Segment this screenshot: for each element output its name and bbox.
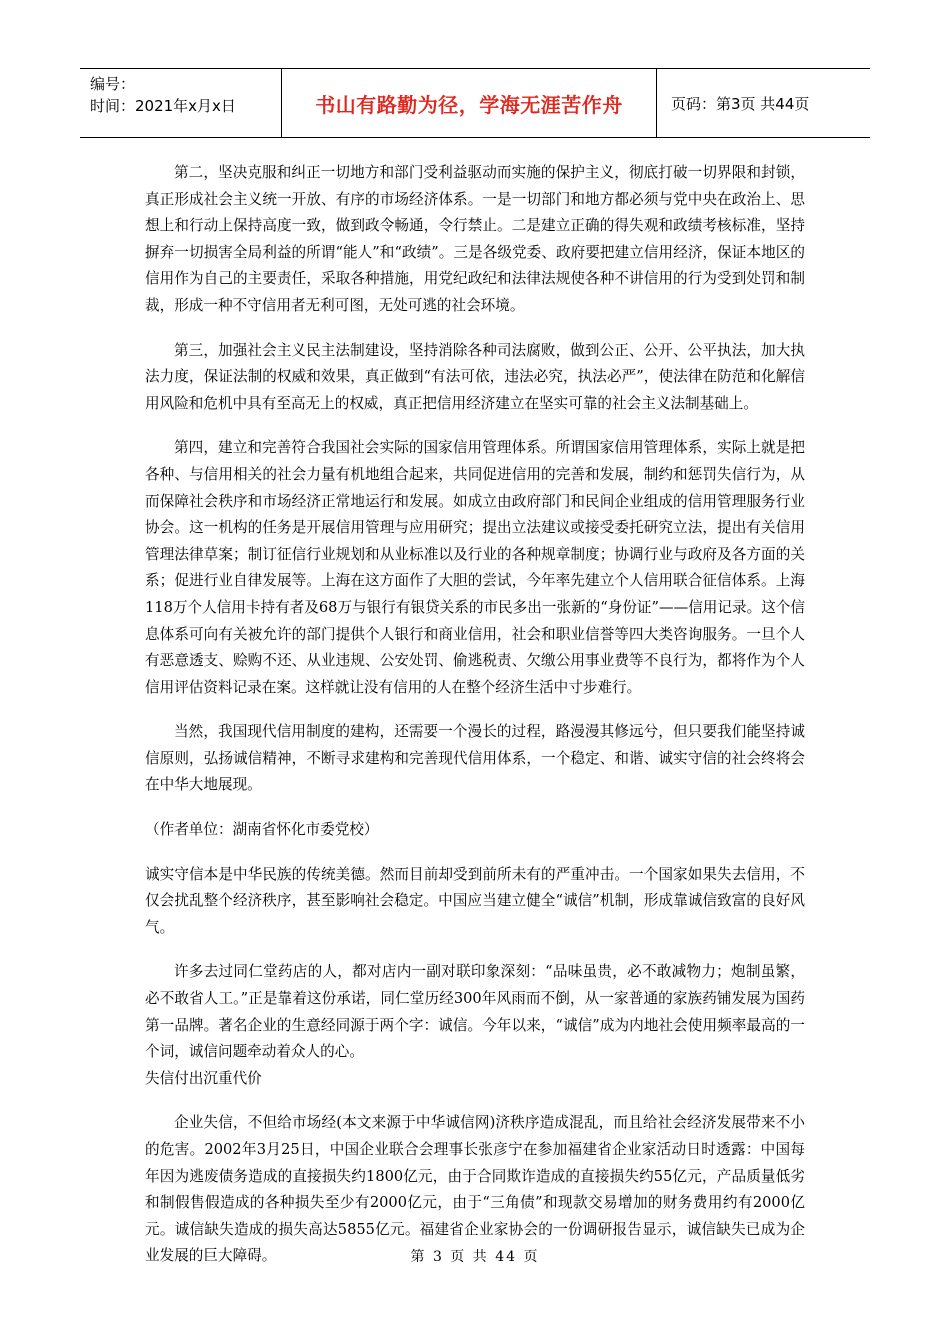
paragraph-tongrentang: 许多去过同仁堂药店的人，都对店内一副对联印象深刻：“品味虽贵，必不敢减物力；炮制虽繁，必不敢省人工。”正是靠着这份承诺，同仁堂历经300年风雨而不倒，从一家普通的家族药铺发展为国药第一品牌。著名企业的生意经同源于两个字：诚信。今年以来，“诚信”成为内地社会使用频率最高的一个词，诚信问题牵动着众人的心。 xyxy=(145,963,805,1061)
page-header xyxy=(80,68,870,138)
header-motto: 书山有路勤为径，学海无涯苦作舟 xyxy=(315,92,623,117)
paragraph-second-point: 第二，坚决克服和纠正一切地方和部门受利益驱动而实施的保护主义，彻底打破一切界限和封锁，真正形成社会主义统一开放、有序的市场经济体系。一是一切部门和地方都必须与党中央在政治上、思想上和行动上保持高度一致，做到政令畅通，令行禁止。二是建立正确的得失观和政绩考核标准，坚持摒弃一切损害全局利益的所谓“能人”和“政绩”。三是各级党委、政府要把建立信用经济，保证本地区的信用作为自己的主要责任，采取各种措施，用党纪政纪和法律法规使各种不讲信用的行为受到处罚和制裁，形成一种不守信用者无利可图，无处可逃的社会环境。 xyxy=(145,164,805,314)
header-motto-cell xyxy=(282,69,657,137)
paragraph-conclusion: 当然，我国现代信用制度的建构，还需要一个漫长的过程，路漫漫其修远兮，但只要我们能坚持诚信原则，弘扬诚信精神，不断寻求建构和完善现代信用体系，一个稳定、和谐、诚实守信的社会终将会在中华大地展现。 xyxy=(145,723,805,794)
document-date: 时间：2021年x月x日 xyxy=(90,97,236,115)
header-page-info: 页码：第3页 共44页 xyxy=(671,94,810,113)
header-page-cell xyxy=(657,69,870,137)
author-affiliation: （作者单位：湖南省怀化市委党校） xyxy=(145,821,379,839)
document-number-label: 编号： xyxy=(90,75,136,93)
paragraph-third-point: 第三，加强社会主义民主法制建设，坚持消除各种司法腐败，做到公正、公开、公平执法，加大执法力度，保证法制的权威和效果，真正做到“有法可依，违法必究，执法必严”，使法律在防范和化解信用风险和危机中具有至高无上的权威，真正把信用经济建立在坚实可靠的社会主义法制基础上。 xyxy=(145,341,805,412)
paragraph-fourth-point: 第四，建立和完善符合我国社会实际的国家信用管理体系。所谓国家信用管理体系，实际上就是把各种、与信用相关的社会力量有机地组合起来，共同促进信用的完善和发展，制约和惩罚失信行为，从而保障社会秩序和市场经济正常地运行和发展。如成立由政府部门和民间企业组成的信用管理服务行业协会。这一机构的任务是开展信用管理与应用研究；提出立法建议或接受委托研究立法，提出有关信用管理法律草案；制订征信行业规划和从业标准以及行业的各种规章制度；协调行业与政府及各方面的关系；促进行业自律发展等。上海在这方面作了大胆的尝试，今年率先建立个人信用联合征信体系。上海118万个人信用卡持有者及68万与银行有银贷关系的市民多出一张新的“身份证”——信用记录。这个信息体系可向有关被允许的部门提供个人银行和商业信用，社会和职业信誉等四大类咨询服务。一旦个人有恶意透支、赊购不还、从业违规、公安处罚、偷逃税责、欠缴公用事业费等不良行为，都将作为个人信用评估资料记录在案。这样就让没有信用的人在整个经济生活中寸步难行。 xyxy=(145,439,805,696)
header-info-cell xyxy=(80,69,282,137)
document-body xyxy=(145,160,805,1288)
section-heading: 失信付出沉重代价 xyxy=(145,1069,262,1087)
paragraph-enterprise-loss: 企业失信，不但给市场经(本文来源于中华诚信网)济秩序造成混乱，而且给社会经济发展带来不小的危害。2002年3月25日，中国企业联合会理事长张彦宁在参加福建省企业家活动日时透露：中国每年因为逃废债务造成的直接损失约1800亿元，由于合同欺诈造成的直接损失约55亿元，产品质量低劣和制假售假造成的各种损失至少有2000亿元，由于“三角债”和现款交易增加的财务费用约有2000亿元。诚信缺失造成的损失高达5855亿元。福建省企业家协会的一份调研报告显示，诚信缺失已成为企业发展的巨大障碍。 xyxy=(145,1114,805,1265)
page-footer: 第 3 页 共 44 页 xyxy=(410,1249,540,1265)
paragraph-intro: 诚实守信本是中华民族的传统美德。然而目前却受到前所未有的严重冲击。一个国家如果失去信用，不仅会扰乱整个经济秩序，甚至影响社会稳定。中国应当建立健全“诚信”机制，形成靠诚信致富的良好风气。 xyxy=(145,865,805,936)
